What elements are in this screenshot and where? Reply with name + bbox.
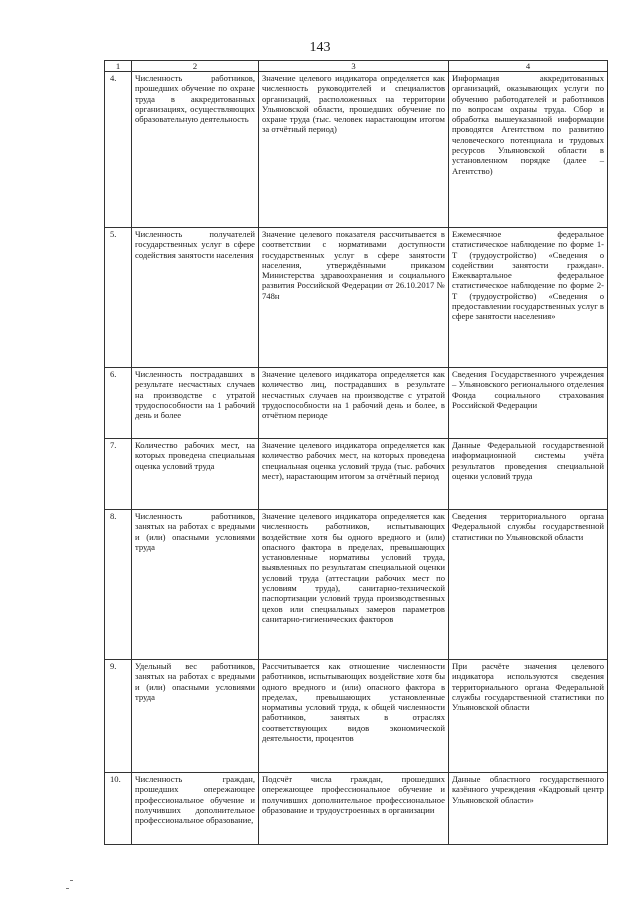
row-number: 10. <box>105 773 132 845</box>
row-number: 4. <box>105 72 132 228</box>
calculation-method: Значение целевого индикатора определяется как количество рабочих мест, на которых проведена специальная оценка условий труда (тыс. рабочих мест), нарастающим итогом за отчётный период <box>259 439 449 510</box>
table-row <box>105 660 608 773</box>
indicator-name: Численность работников, прошедших обучение по охране труда в аккредитованных организациях, осуществляющих образовательную деятельность <box>132 72 259 228</box>
calculation-method: Значение целевого индикатора определяется как численность руководителей и специалистов организаций, расположенных на территории Ульяновской области, прошедших обучение по охране труда (тыс. человек нарастающим итогом за отчётный период) <box>259 72 449 228</box>
page-number: 143 <box>309 40 331 55</box>
row-number: 7. <box>105 439 132 510</box>
calculation-method: Подсчёт числа граждан, прошедших опережающее профессиональное обучение и получивших дополнительное профессиональное образование и трудоустроенных в организации <box>259 773 449 845</box>
indicator-name: Численность работников, занятых на работах с вредными и (или) опасными условиями труда <box>132 510 259 660</box>
table-row <box>105 510 608 660</box>
calculation-method: Значение целевого индикатора определяется как численность работников, испытывающих воздействие хотя бы одного вредного и (или) опасного фактора в пределах, превышающих установленные нормативы условий труда, выявленных по результатам специальной оценки условий труда (аттестации рабочих мест по условиям труда), санитарно-технической паспортизации условий труда производственных цехов или специальных замеров параметров санитарно-гигиенических факторов <box>259 510 449 660</box>
column-header: 3 <box>259 61 449 72</box>
scan-speck <box>70 880 73 881</box>
data-source: Сведения Государственного учреждения – Ульяновского регионального отделения Фонда социального страхования Российской Федерации <box>449 368 608 439</box>
table-header-row <box>105 61 608 72</box>
row-number: 9. <box>105 660 132 773</box>
calculation-method: Значение целевого показателя рассчитывается в соответствии с нормативами доступности государственных услуг в сфере занятости населения, утверждёнными приказом Министерства здравоохранения и социального развития Российской Федерации от 26.10.2017 № 748н <box>259 228 449 368</box>
scan-speck <box>66 888 69 889</box>
column-header: 1 <box>105 61 132 72</box>
table-row <box>105 439 608 510</box>
column-header: 4 <box>449 61 608 72</box>
calculation-method: Значение целевого индикатора определяется как количество лиц, пострадавших в результате несчастных случаев на производстве с утратой трудоспособности на 1 рабочий день и более, в отчётном периоде <box>259 368 449 439</box>
data-source: Данные Федеральной государственной информационной системы учёта результатов проведения специальной оценки условий труда <box>449 439 608 510</box>
indicators-table <box>104 60 608 845</box>
table-row <box>105 773 608 845</box>
table-row <box>105 368 608 439</box>
row-number: 5. <box>105 228 132 368</box>
data-source: Информация аккредитованных организаций, оказывающих услуги по обучению работодателей и работников по вопросам охраны труда. Сбор и обработка вышеуказанной информации проводятся Агентством по развитию человеческого потенциала и трудовых ресурсов Ульяновской области в установленном порядке (далее – Агентство) <box>449 72 608 228</box>
indicator-name: Количество рабочих мест, на которых проведена специальная оценка условий труда <box>132 439 259 510</box>
indicator-name: Численность пострадавших в результате несчастных случаев на производстве с утратой трудоспособности на 1 рабочий день и более <box>132 368 259 439</box>
table-row <box>105 72 608 228</box>
row-number: 6. <box>105 368 132 439</box>
data-source: При расчёте значения целевого индикатора используются сведения территориального органа Федеральной службы государственной статистики по Ульяновской области <box>449 660 608 773</box>
indicator-name: Удельный вес работников, занятых на работах с вредными и (или) опасными условиями труда <box>132 660 259 773</box>
indicator-name: Численность граждан, прошедших опережающее профессиональное обучение и получивших дополнительное профессиональное образование, <box>132 773 259 845</box>
data-source: Сведения территориального органа Федеральной службы государственной статистики по Ульяновской области <box>449 510 608 660</box>
indicator-name: Численность получателей государственных услуг в сфере содействия занятости населения <box>132 228 259 368</box>
row-number: 8. <box>105 510 132 660</box>
table-row <box>105 228 608 368</box>
data-source: Данные областного государственного казённого учреждения «Кадровый центр Ульяновской области» <box>449 773 608 845</box>
data-source: Ежемесячное федеральное статистическое наблюдение по форме 1-Т (трудоустройство) «Сведения о содействии занятости граждан». Ежеквартальное федеральное статистическое наблюдение по форме 2-Т (трудоустройство) «Сведения о предоставлении государственных услуг в сфере занятости населения» <box>449 228 608 368</box>
calculation-method: Рассчитывается как отношение численности работников, испытывающих воздействие хотя бы одного вредного и (или) опасного фактора в пределах, превышающих установленные нормативы условий труда, к общей численности работников, занятых в отраслях соответствующих видов экономической деятельности, процентов <box>259 660 449 773</box>
column-header: 2 <box>132 61 259 72</box>
